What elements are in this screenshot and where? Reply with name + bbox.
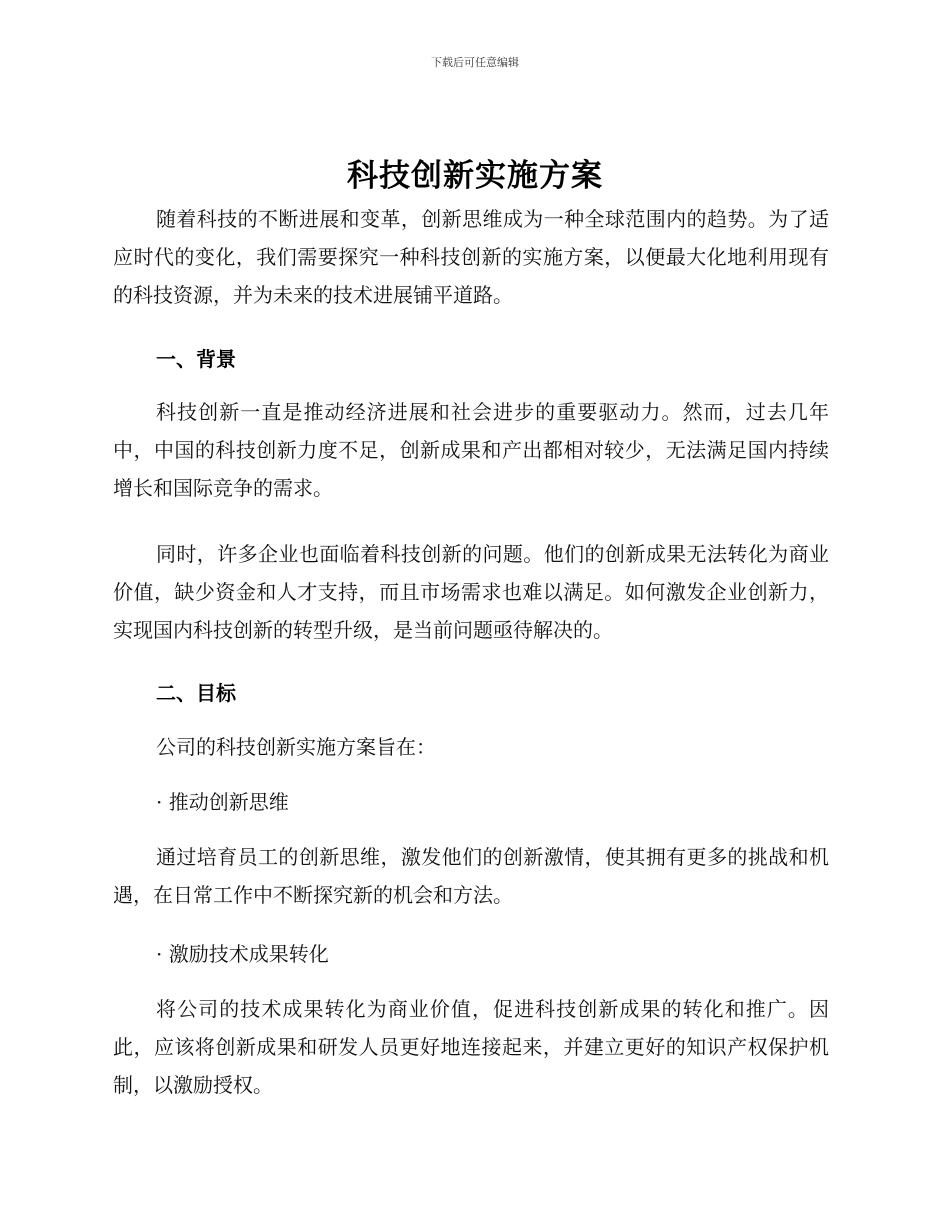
background-paragraph-2: 同时，许多企业也面临着科技创新的问题。他们的创新成果无法转化为商业价值，缺少资金和人才支持，而且市场需求也难以满足。如何激发企业创新力，实现国内科技创新的转型升级，是当前问题亟待解决的。 — [113, 542, 829, 642]
section-heading-goals: 二、目标 — [156, 681, 236, 705]
document-title: 科技创新实施方案 — [347, 158, 603, 194]
goals-lead-text: 公司的科技创新实施方案旨在： — [156, 735, 436, 759]
intro-paragraph: 随着科技的不断进展和变革，创新思维成为一种全球范围内的趋势。为了适应时代的变化，我们需要探究一种科技创新的实施方案，以便最大化地利用现有的科技资源，并为未来的技术进展铺平道路。 — [113, 207, 829, 307]
section-heading-background: 一、背景 — [156, 347, 236, 371]
header-note: 下载后可任意编辑 — [431, 56, 519, 69]
goal-item-bullet-1: · 推动创新思维 — [156, 790, 289, 814]
goal-item-text-1: 通过培育员工的创新思维，激发他们的创新激情，使其拥有更多的挑战和机遇，在日常工作中不断探究新的机会和方法。 — [113, 845, 829, 907]
background-paragraph-1: 科技创新一直是推动经济进展和社会进步的重要驱动力。然而，过去几年中，中国的科技创新力度不足，创新成果和产出都相对较少，无法满足国内持续增长和国际竞争的需求。 — [113, 400, 829, 500]
goal-item-bullet-2: · 激励技术成果转化 — [156, 942, 329, 966]
goal-item-text-2: 将公司的技术成果转化为商业价值，促进科技创新成果的转化和推广。因此，应该将创新成果和研发人员更好地连接起来，并建立更好的知识产权保护机制，以激励授权。 — [113, 997, 829, 1097]
